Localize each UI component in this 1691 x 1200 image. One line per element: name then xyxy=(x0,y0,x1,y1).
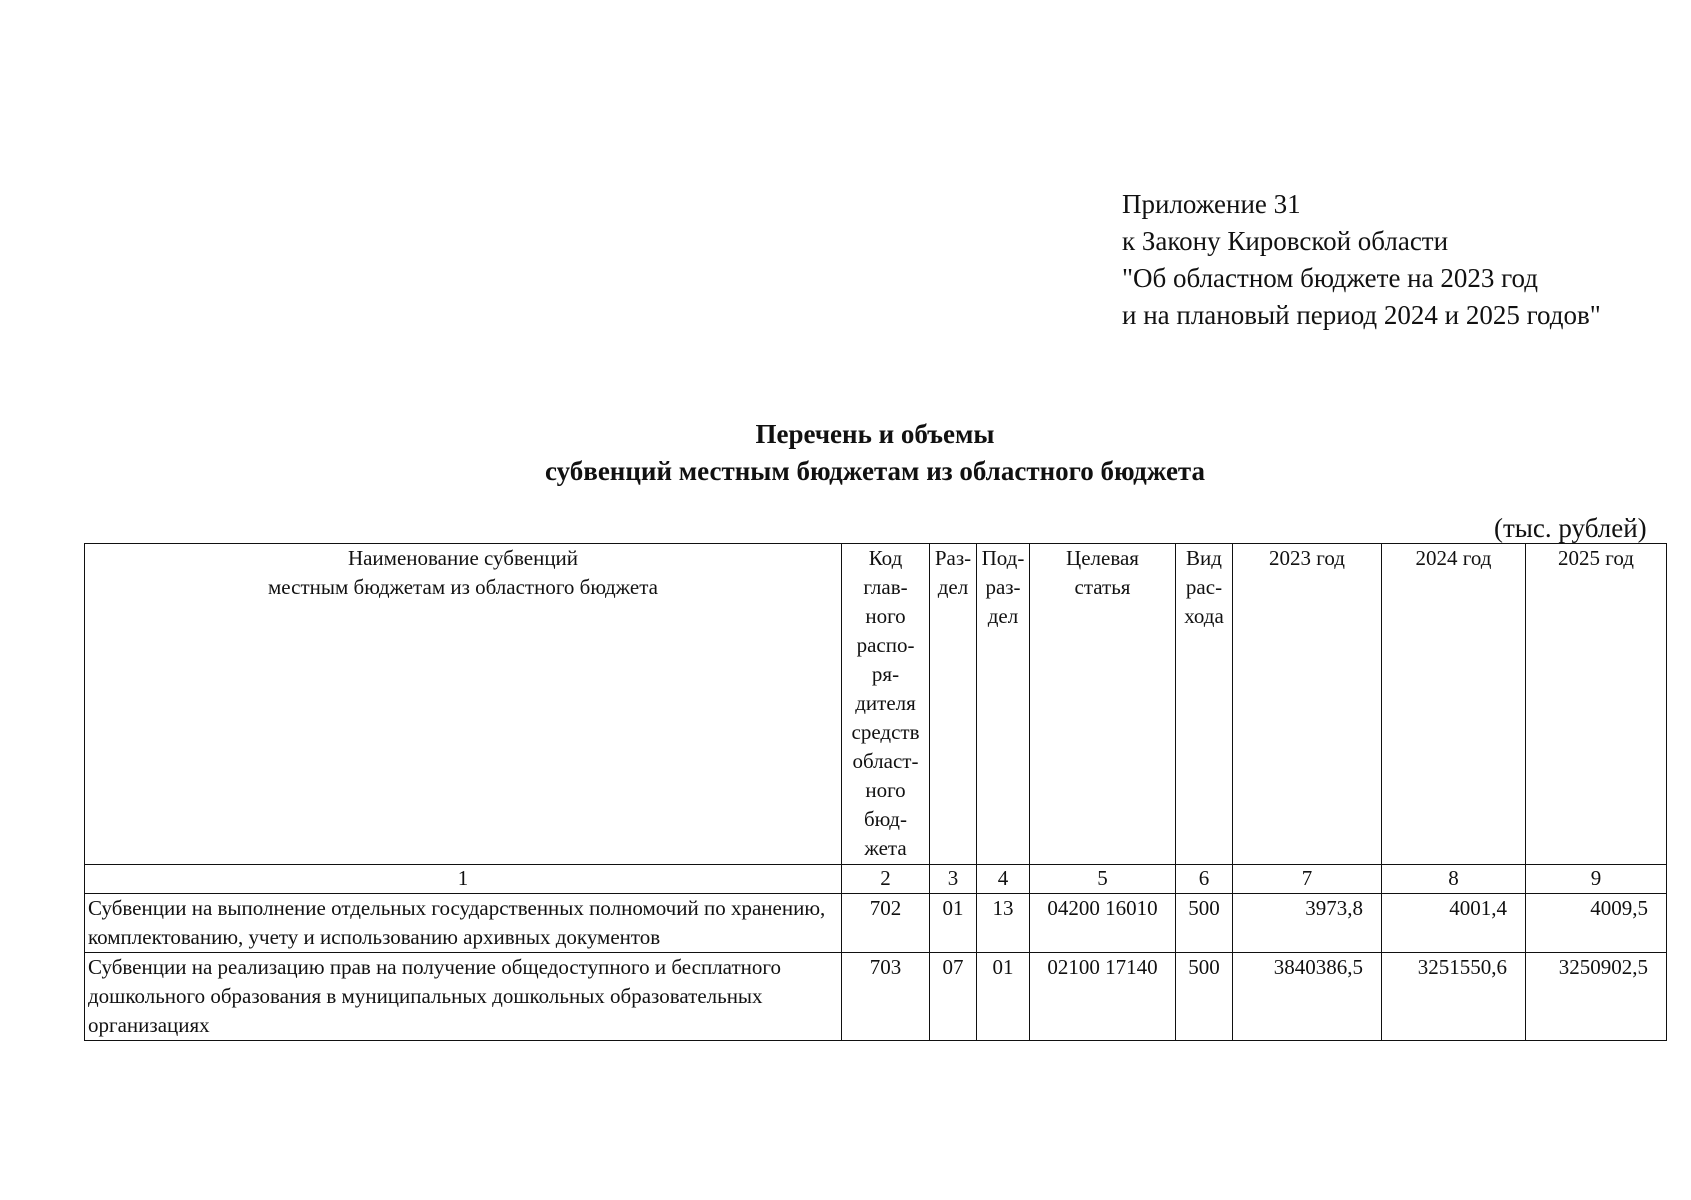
target-article: 04200 16010 xyxy=(1030,894,1176,953)
header-text: распо- xyxy=(856,633,915,657)
subsection-code: 13 xyxy=(977,894,1030,953)
header-code xyxy=(842,544,930,865)
table-row xyxy=(85,894,1667,953)
header-text: ного xyxy=(865,604,906,628)
unit-label: (тыс. рублей) xyxy=(1494,513,1647,543)
document-title xyxy=(0,416,1691,490)
column-number: 9 xyxy=(1526,865,1667,894)
column-number: 1 xyxy=(85,865,842,894)
appendix-line: Приложение 31 xyxy=(1122,189,1301,219)
header-text: Вид xyxy=(1186,546,1222,570)
header-target-article xyxy=(1030,544,1176,865)
header-text: глав- xyxy=(863,575,908,599)
section-code: 01 xyxy=(930,894,977,953)
header-text: местным бюджетам из областного бюджета xyxy=(268,575,658,599)
header-text: Раз- xyxy=(934,546,972,570)
header-section xyxy=(930,544,977,865)
header-text: Под- xyxy=(981,546,1025,570)
column-numbers-row xyxy=(85,865,1667,894)
amount-2025: 3250902,5 xyxy=(1526,953,1667,1041)
subvention-name: Субвенции на выполнение отдельных государственных полномочий по хранению, комплектованию, учету и использованию архивных документов xyxy=(85,894,842,953)
column-number: 4 xyxy=(977,865,1030,894)
appendix-line: "Об областном бюджете на 2023 год xyxy=(1122,263,1538,293)
header-text: ного xyxy=(865,778,906,802)
header-row xyxy=(85,544,1667,865)
header-text: Код xyxy=(868,546,903,570)
header-year-2023: 2023 год xyxy=(1233,544,1382,865)
amount-2023: 3973,8 xyxy=(1233,894,1382,953)
subventions-table xyxy=(84,543,1667,1041)
appendix-line: к Закону Кировской области xyxy=(1122,226,1449,256)
expense-type: 500 xyxy=(1176,894,1233,953)
header-text: раз- xyxy=(985,575,1021,599)
column-number: 8 xyxy=(1382,865,1526,894)
title-line: Перечень и объемы xyxy=(755,419,995,449)
header-text: средств xyxy=(851,720,920,744)
amount-2025: 4009,5 xyxy=(1526,894,1667,953)
header-text: Наименование субвенций xyxy=(347,546,579,570)
column-number: 3 xyxy=(930,865,977,894)
subvention-name: Субвенции на реализацию прав на получение общедоступного и бесплатного дошкольного образования в муниципальных дошкольных образовательных организациях xyxy=(85,953,842,1041)
column-number: 7 xyxy=(1233,865,1382,894)
title-line: субвенций местным бюджетам из областного бюджета xyxy=(544,456,1206,486)
amount-2024: 3251550,6 xyxy=(1382,953,1526,1041)
header-name xyxy=(85,544,842,865)
header-text: рас- xyxy=(1185,575,1223,599)
admin-code: 702 xyxy=(842,894,930,953)
subsection-code: 01 xyxy=(977,953,1030,1041)
header-year-2025: 2025 год xyxy=(1526,544,1667,865)
header-text: дителя xyxy=(855,691,916,715)
appendix-note xyxy=(1122,186,1601,334)
header-text: област- xyxy=(852,749,919,773)
header-year-2024: 2024 год xyxy=(1382,544,1526,865)
column-number: 2 xyxy=(842,865,930,894)
section-code: 07 xyxy=(930,953,977,1041)
header-text: статья xyxy=(1074,575,1131,599)
header-text: дел xyxy=(987,604,1019,628)
admin-code: 703 xyxy=(842,953,930,1041)
amount-2024: 4001,4 xyxy=(1382,894,1526,953)
header-text: дел xyxy=(937,575,969,599)
target-article: 02100 17140 xyxy=(1030,953,1176,1041)
header-expense-type xyxy=(1176,544,1233,865)
amount-2023: 3840386,5 xyxy=(1233,953,1382,1041)
column-number: 5 xyxy=(1030,865,1176,894)
header-text: жета xyxy=(864,836,907,860)
header-subsection xyxy=(977,544,1030,865)
header-text: Целевая xyxy=(1066,546,1139,570)
expense-type: 500 xyxy=(1176,953,1233,1041)
column-number: 6 xyxy=(1176,865,1233,894)
table-row xyxy=(85,953,1667,1041)
appendix-line: и на плановый период 2024 и 2025 годов" xyxy=(1122,300,1601,330)
header-text: ря- xyxy=(871,662,900,686)
header-text: бюд- xyxy=(864,807,907,831)
header-text: хода xyxy=(1184,604,1224,628)
